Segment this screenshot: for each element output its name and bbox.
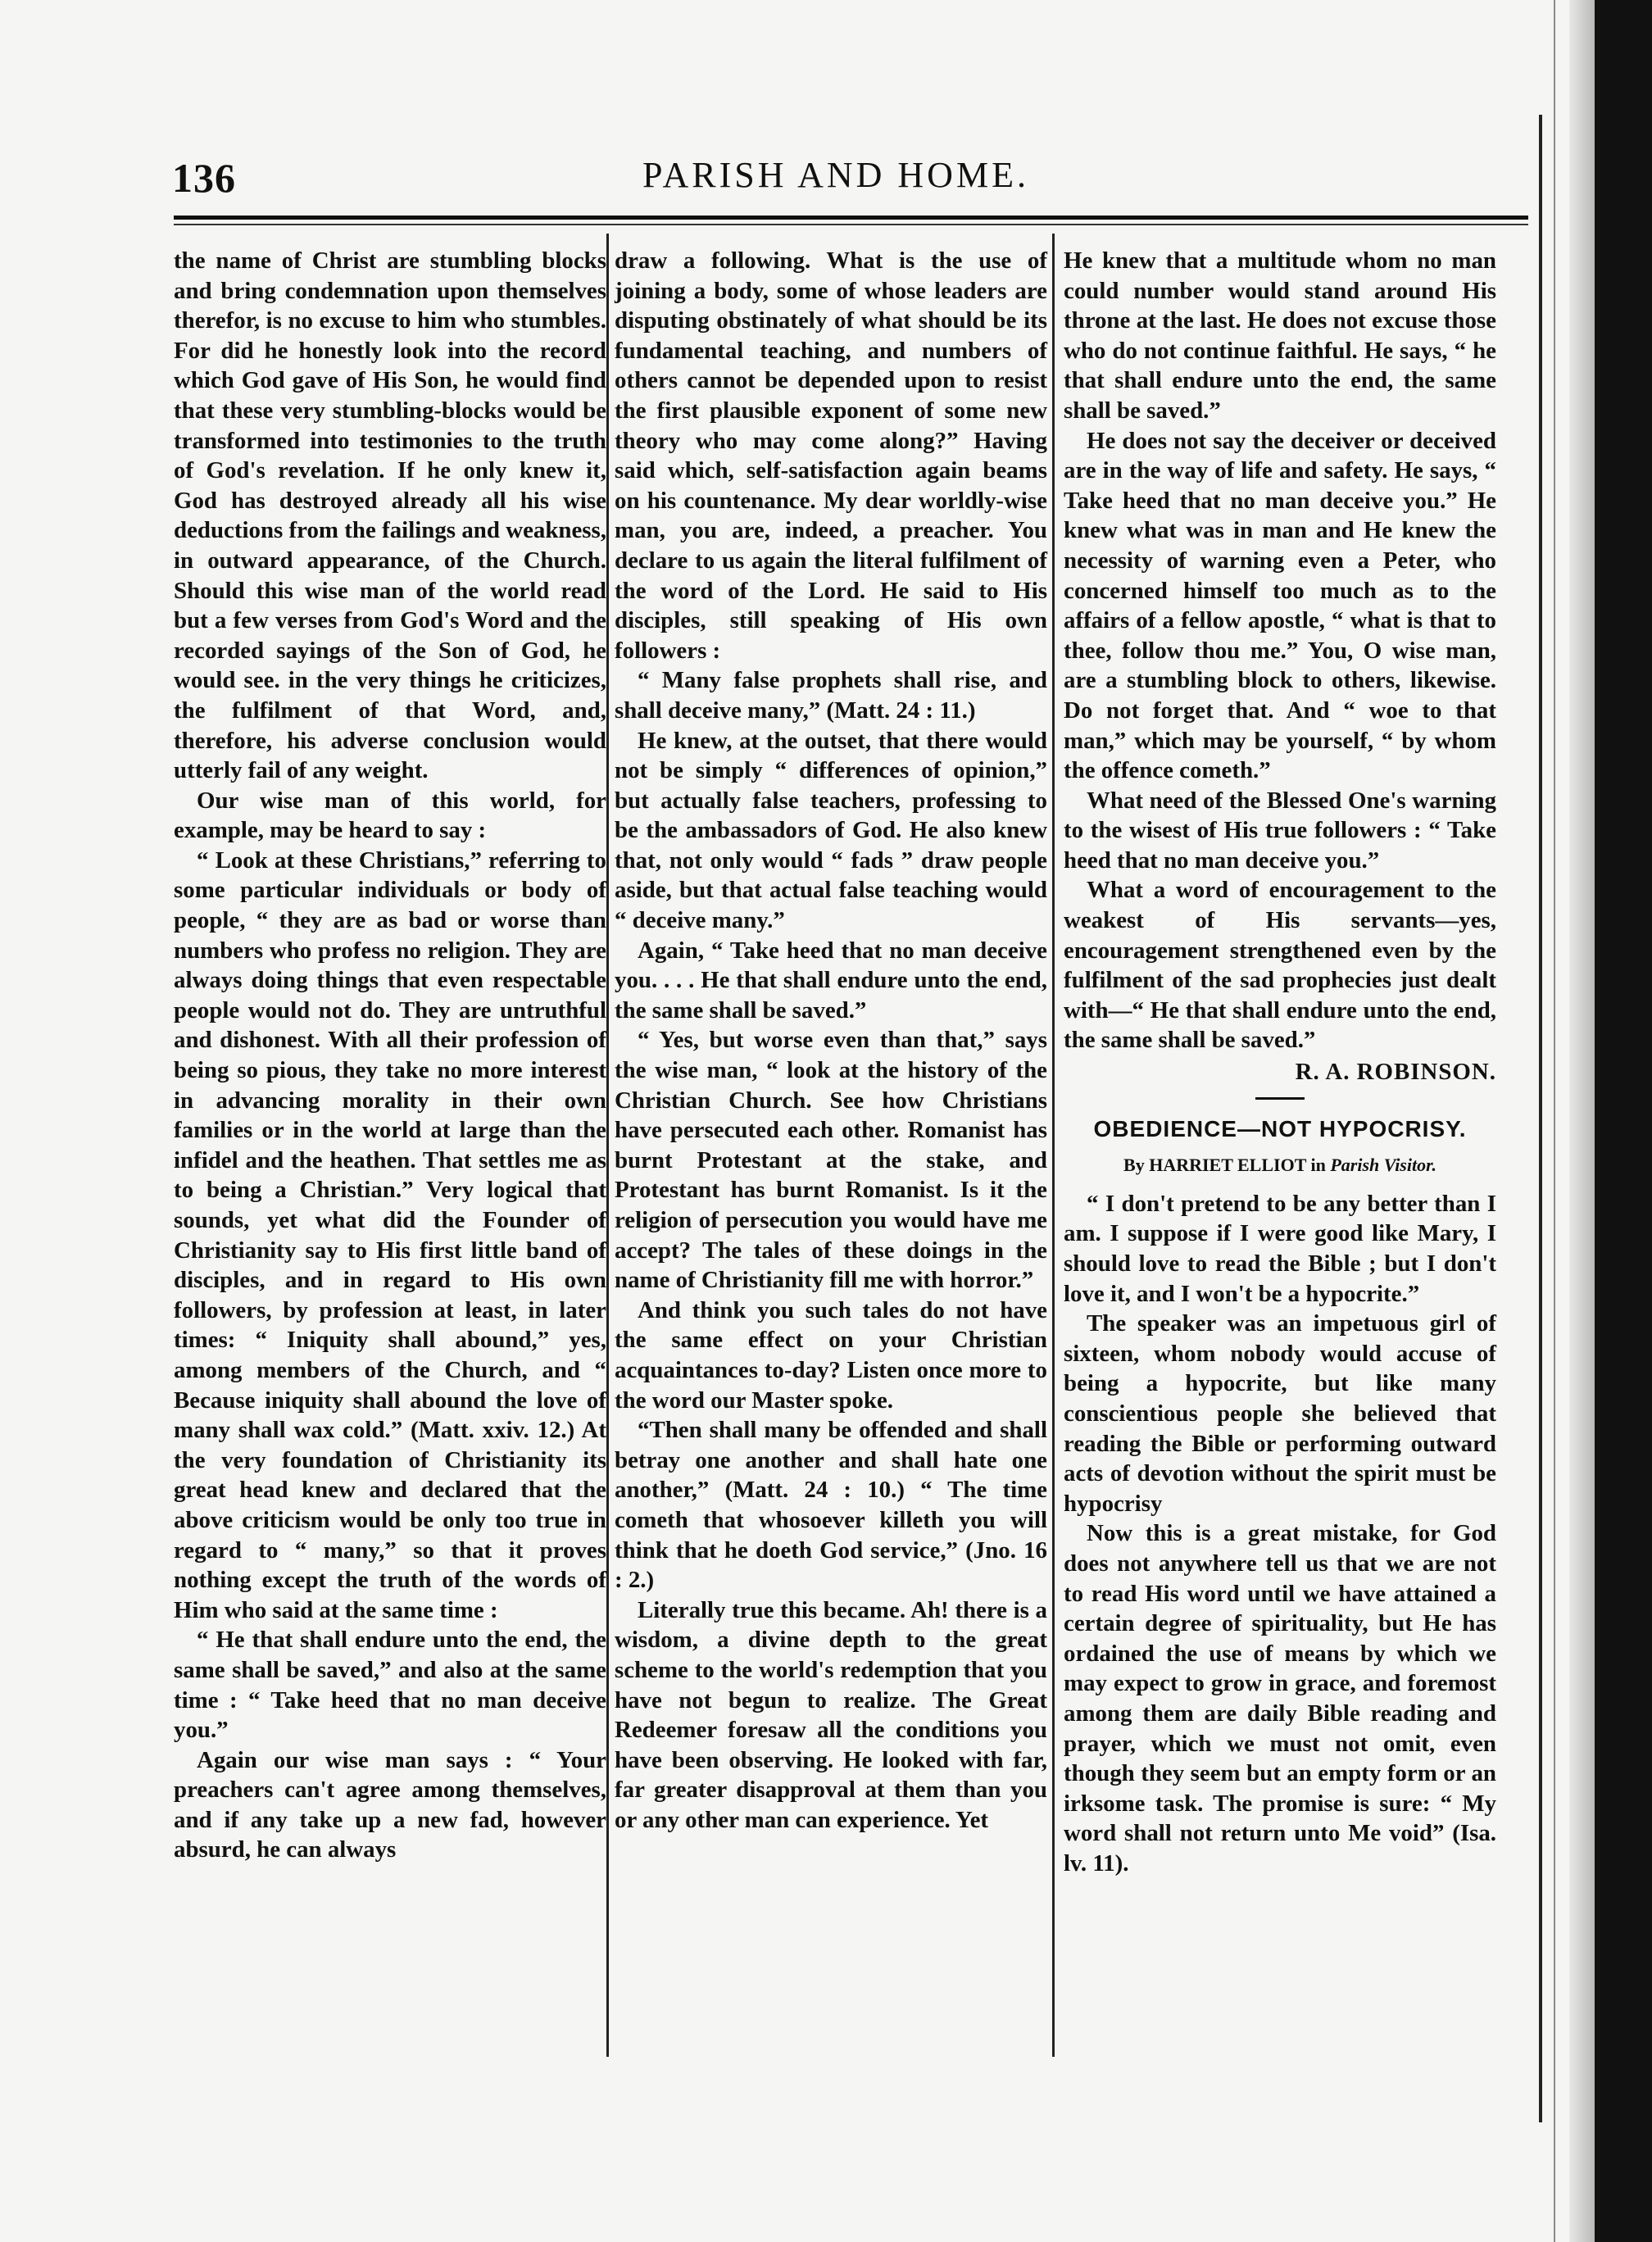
paragraph: What need of the Blessed One's warning to the wisest of His true followers : “ Take heed that no man deceive you.” [1064,787,1496,874]
page-number: 136 [172,155,236,201]
paragraph: And think you such tales do not have the same effect on your Christian acquaintances to-day? Listen once more to the word our Master spoke. [615,1296,1047,1414]
scan-border [1595,0,1652,2242]
header-rule-thin [174,224,1528,225]
section-divider [1255,1097,1305,1100]
article-title: OBEDIENCE—NOT HYPOCRISY. [1093,1115,1467,1141]
column-rule [1052,234,1055,2057]
paragraph: “ Look at these Christians,” referring to some particular individuals or body of people, “ they are as bad or worse than numbers who profess no religion. They are always doing things that even respectable people would not do. They are untruthful and dishonest. With all their profession of being so pious, they take no more interest in advancing morality in their own families or in the world at large than the infidel and the heathen. That settles me as to being a Christian.” Very logical that sounds, yet what did the Founder of Christianity say to His first little band of disciples, and in regard to His own followers, by profession at least, in later times: “ Iniquity shall abound,” yes, among members of the Church, and “ Because iniquity shall abound the love of many shall wax cold.” (Matt. xxiv. 12.) At the very foundation of Christianity its great head knew and declared that the above criticism would be only too true in regard to “ many,” so that it proves nothing except the truth of the words of Him who said at the same time : [174,846,606,1623]
column-3 [1064,246,1496,1878]
paragraph: Literally true this became. Ah! there is a wisdom, a divine depth to the great scheme to the world's redemption that you have not begun to realize. The Great Redeemer foresaw all the conditions you have been observing. He looked with far, far greater disapproval at them than you or any other man can experience. Yet [615,1596,1047,1833]
byline-source: Parish Visitor. [1330,1155,1436,1176]
paragraph: Now this is a great mistake, for God does not anywhere tell us that we are not to read His word until we have attained a certain degree of spirituality, but He has ordained the use of means by which we may expect to grow in grace, and foremost among them are daily Bible reading and prayer, which we must not omit, even though they seem but an empty form or an irksome task. The promise is sure: “ My word shall not return unto Me void” (Isa. lv. 11). [1064,1520,1496,1877]
column-2 [615,246,1047,1835]
page-edge-shadow [1554,0,1555,2242]
page-header [172,154,1532,220]
article-byline [1064,1150,1496,1181]
paragraph: the name of Christ are stumbling blocks and bring condemnation upon themselves therefor, is no excuse to him who stumbles. For did he honestly look into the record which God gave of His Son, he would find that these very stumbling-blocks would be transformed into testimonies to the truth of God's revelation. If he only knew it, God has destroyed already all his wise deductions from the failings and weakness, in outward appearance, of the Church. Should this wise man of the world read but a few verses from God's Word and the recorded sayings of the Son of God, he would see. in the very things he criticizes, the fulfilment of that Word, and, therefore, his adverse conclusion would utterly fail of any weight. [174,247,606,784]
paragraph: He does not say the deceiver or deceived are in the way of life and safety. He says, “ Take heed that no man deceive you.” He knew what was in man and He knew the necessity of warning even a Peter, who concerned himself too much as to the affairs of a fellow apostle, “ what is that to thee, follow thou me.” You, O wise man, are a stumbling block to others, likewise. Do not forget that. And “ woe to that man,” which may be yourself, “ by whom the offence cometh.” [1064,427,1496,784]
page-edge-line [1539,115,1542,2122]
column-rule [606,234,609,2057]
paragraph: “ I don't pretend to be any better than I am. I suppose if I were good like Mary, I should love to read the Bible ; but I don't love it, and I won't be a hypocrite.” [1064,1190,1496,1307]
column-1 [174,246,606,1865]
paragraph: Again our wise man says : “ Your preachers can't agree among themselves, and if any take up a new fad, however absurd, he can always [174,1746,606,1863]
paragraph: He knew, at the outset, that there would not be simply “ differences of opinion,” but actually false teachers, professing to be the ambassadors of God. He also knew that, not only would “ fads ” draw people aside, but that actual false teaching would “ deceive many.” [615,727,1047,934]
paragraph: Again, “ Take heed that no man deceive you. . . . He that shall endure unto the end, the same shall be saved.” [615,937,1047,1023]
paragraph: draw a following. What is the use of joining a body, some of whose leaders are disputing obstinately of what should be its fundamental teaching, and numbers of others cannot be depended upon to resist the first plausible exponent of some new theory who may come along?” Having said which, self-satisfaction again beams on his countenance. My dear worldly-wise man, you are, indeed, a preacher. You declare to us again the literal fulfilment of the word of the Lord. He said to His disciples, still speaking of His own followers : [615,247,1047,664]
paragraph: The speaker was an impetuous girl of sixteen, whom nobody would accuse of being a hypocrite, but like many conscientious people she believed that reading the Bible or performing outward acts of devotion without the spirit must be hypocrisy [1064,1310,1496,1517]
paragraph: “ He that shall endure unto the end, the same shall be saved,” and also at the same time : “ Take heed that no man deceive you.” [174,1627,606,1744]
paragraph: “Then shall many be offended and shall betray one another and shall hate one another,” (Matt. 24 : 10.) “ The time cometh that whosoever killeth you will think that he doeth God service,” (Jno. 16 : 2.) [615,1417,1047,1594]
paragraph: “ Many false prophets shall rise, and shall deceive many,” (Matt. 24 : 11.) [615,667,1047,724]
header-rule [174,216,1528,220]
paragraph: He knew that a multitude whom no man could number would stand around His throne at the last. He does not excuse those who do not continue faithful. He says, “ he that shall endure unto the end, the same shall be saved.” [1064,247,1496,424]
running-title: PARISH AND HOME. [642,155,1029,195]
author-signature: R. A. ROBINSON. [1295,1059,1496,1086]
byline-author: By HARRIET ELLIOT in [1123,1155,1331,1176]
paragraph: Our wise man of this world, for example, may be heard to say : [174,787,606,844]
page-edge-strip [1569,0,1595,2242]
paragraph: “ Yes, but worse even than that,” says the wise man, “ look at the history of the Christian Church. See how Christians have persecuted each other. Romanist has burnt Protestant at the stake, and Protestant has burnt Romanist. Is it the religion of persecution you would have me accept? The tales of these doings in the name of Christianity fill me with horror.” [615,1027,1047,1294]
paragraph: What a word of encouragement to the weakest of His servants—yes, encouragement strengthened even by the fulfilment of the sad prophecies just dealt with—“ He that shall endure unto the end, the same shall be saved.” [1064,877,1496,1054]
